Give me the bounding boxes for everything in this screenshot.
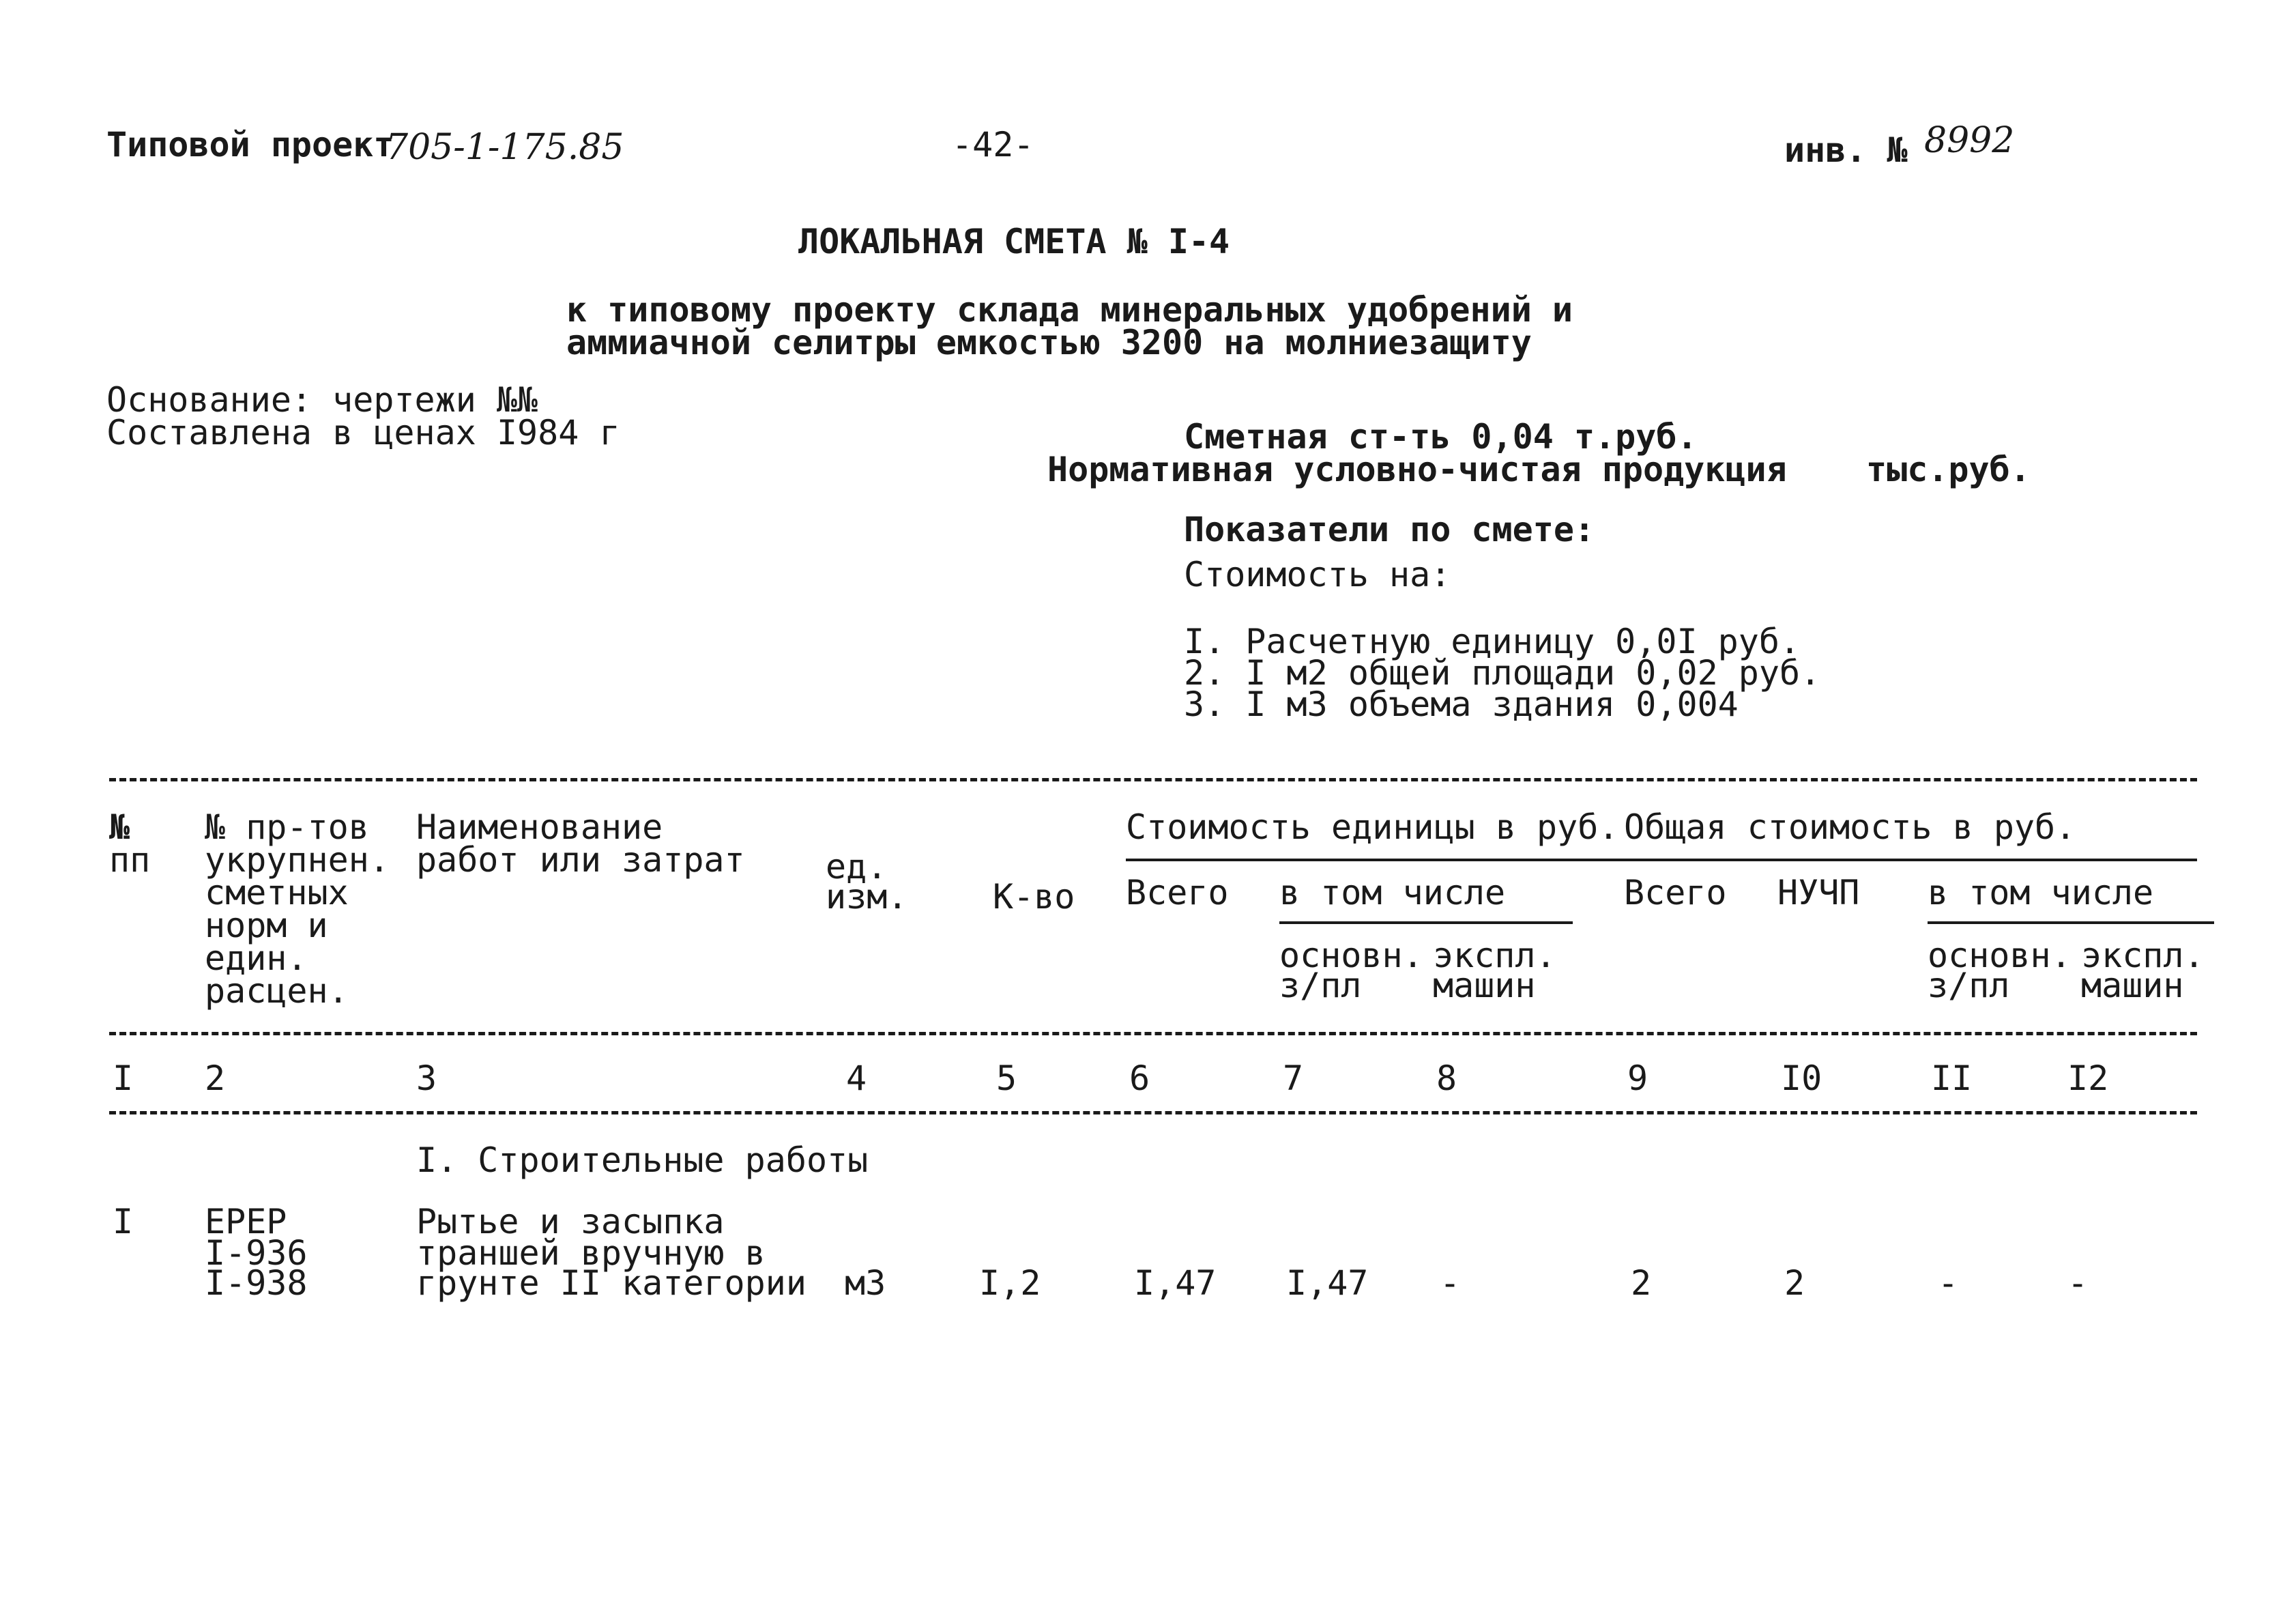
row-total-machines: - <box>2067 1263 2089 1303</box>
col2-header-line5: един. <box>205 938 308 978</box>
row-code-line2: I-936 <box>205 1233 308 1273</box>
basis-line1: Основание: чертежи №№ <box>106 380 538 420</box>
normative-product-unit: тыс.руб. <box>1866 450 2031 489</box>
row-unit-machines: - <box>1440 1263 1461 1303</box>
colnum-bottom-rule <box>109 1111 2197 1114</box>
total-incl-header: в том числе <box>1928 873 2154 912</box>
header-bottom-rule <box>109 1032 2197 1035</box>
section-title: I. Строительные работы <box>416 1140 869 1180</box>
col1-header-line2: пп <box>109 840 151 880</box>
column-number-1: I <box>113 1059 134 1098</box>
col3-header-line2: работ или затрат <box>416 840 745 880</box>
column-number-5: 5 <box>996 1059 1017 1098</box>
col2-header-line2: укрупнен. <box>205 840 390 880</box>
column-number-10: I0 <box>1781 1059 1822 1098</box>
column-number-11: II <box>1931 1059 1973 1098</box>
total-incl-rule <box>1928 921 2214 924</box>
col8-header-line2: машин <box>1433 966 1536 1005</box>
column-number-9: 9 <box>1627 1059 1648 1098</box>
inventory-number: 8992 <box>1924 120 2015 161</box>
col4-header-line2: изм. <box>826 877 908 917</box>
table-top-rule <box>109 778 2197 781</box>
estimated-cost: Сметная ст-ть 0,04 т.руб. <box>1184 417 1698 457</box>
normative-product-label: Нормативная условно-чистая продукция <box>1047 450 1787 489</box>
col4-header-line1: ед. <box>826 847 888 887</box>
row-name-line1: Рытье и засыпка <box>416 1202 725 1241</box>
row-code-line1: ЕРЕР <box>205 1202 287 1241</box>
col12-header-line1: экспл. <box>2081 936 2205 975</box>
column-number-4: 4 <box>846 1059 867 1098</box>
col10-header: НУЧП <box>1777 873 1860 912</box>
row-name-line3: грунте II категории <box>416 1263 806 1303</box>
row-total-wage: - <box>1938 1263 1959 1303</box>
col11-header-line1: основн. <box>1928 936 2072 975</box>
indicator-item-3: 3. I м3 объема здания 0,004 <box>1184 685 1739 724</box>
col2-header-line6: расцен. <box>205 971 349 1011</box>
column-number-8: 8 <box>1436 1059 1457 1098</box>
unit-incl-rule <box>1279 921 1573 924</box>
col9-header: Всего <box>1624 873 1727 912</box>
estimate-subtitle-line1: к типовому проекту склада минеральных удобрений и <box>566 290 1573 330</box>
column-number-7: 7 <box>1283 1059 1304 1098</box>
col6-header: Всего <box>1126 873 1229 912</box>
row-nuchp: 2 <box>1784 1263 1805 1303</box>
indicators-cost-label: Стоимость на: <box>1184 555 1451 594</box>
project-label: Типовой проект <box>106 125 394 164</box>
row-name-line2: траншей вручную в <box>416 1233 766 1273</box>
col12-header-line2: машин <box>2081 966 2184 1005</box>
column-number-3: 3 <box>416 1059 437 1098</box>
inventory-label: инв. № <box>1784 130 1908 170</box>
row-unit: м3 <box>845 1263 886 1303</box>
col1-header-line1: № <box>109 807 130 847</box>
cost-group-rule <box>1126 859 2197 861</box>
page-number: -42- <box>952 125 1034 164</box>
unit-incl-header: в том числе <box>1279 873 1506 912</box>
row-unit-wage: I,47 <box>1286 1263 1369 1303</box>
col3-header-line1: Наименование <box>416 807 663 847</box>
project-number: 705-1-175.85 <box>386 127 624 168</box>
col2-header-line3: сметных <box>205 873 349 912</box>
column-number-2: 2 <box>205 1059 226 1098</box>
indicator-item-2: 2. I м2 общей площади 0,02 руб. <box>1184 653 1821 693</box>
row-quantity: I,2 <box>979 1263 1041 1303</box>
row-total: 2 <box>1631 1263 1652 1303</box>
col7-header-line2: з/пл <box>1279 966 1362 1005</box>
column-number-12: I2 <box>2067 1059 2109 1098</box>
col2-header-line4: норм и <box>205 906 328 945</box>
col7-header-line1: основн. <box>1279 936 1423 975</box>
col8-header-line1: экспл. <box>1433 936 1556 975</box>
col5-header: К-во <box>993 877 1075 917</box>
col2-header-line1: № пр-тов <box>205 807 369 847</box>
basis-line2: Составлена в ценах I984 г <box>106 413 620 452</box>
row-number: I <box>113 1202 134 1241</box>
row-code-line3: I-938 <box>205 1263 308 1303</box>
estimate-subtitle-line2: аммиачной селитры емкостью 3200 на молниезащиту <box>566 323 1532 362</box>
row-unit-total: I,47 <box>1134 1263 1217 1303</box>
total-cost-group-header: Общая стоимость в руб. <box>1624 807 2076 847</box>
col11-header-line2: з/пл <box>1928 966 2010 1005</box>
unit-cost-group-header: Стоимость единицы в руб. <box>1126 807 1619 847</box>
indicators-title: Показатели по смете: <box>1184 510 1595 549</box>
indicator-item-1: I. Расчетную единицу 0,0I руб. <box>1184 622 1801 661</box>
column-number-6: 6 <box>1129 1059 1150 1098</box>
estimate-title: ЛОКАЛЬНАЯ СМЕТА № I-4 <box>798 222 1230 261</box>
